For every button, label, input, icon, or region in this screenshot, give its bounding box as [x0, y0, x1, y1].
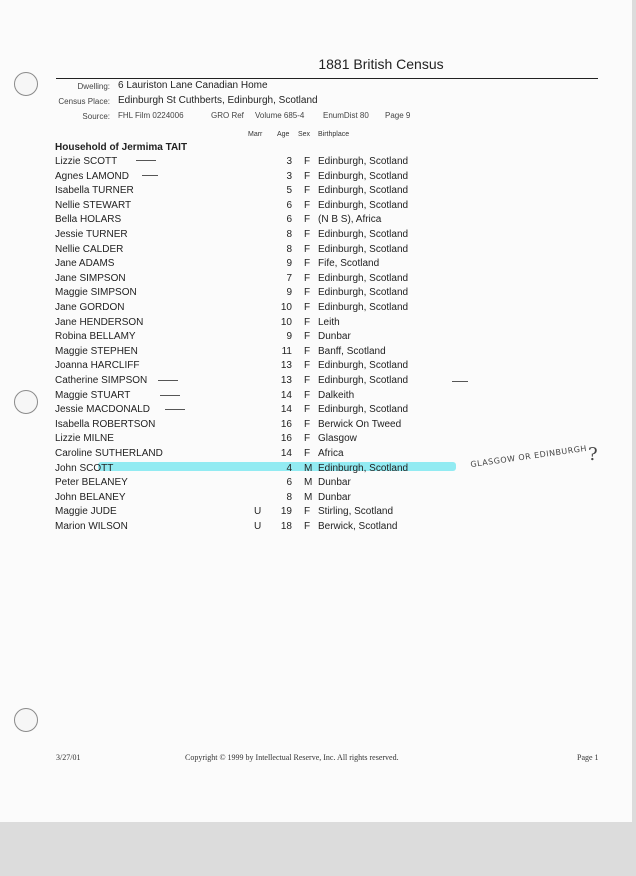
age: 14 — [280, 448, 292, 459]
birthplace: Edinburgh, Scotland — [318, 185, 409, 197]
age: 9 — [286, 287, 292, 299]
birthplace: Leith — [318, 316, 340, 328]
age: 14 — [280, 389, 292, 401]
birthplace: Banff, Scotland — [318, 345, 386, 357]
sex: F — [304, 302, 311, 313]
birthplace: Edinburgh, Scotland — [318, 287, 409, 299]
handwritten-question-mark: ? — [588, 444, 598, 465]
person-name: Jane SIMPSON — [55, 272, 126, 284]
marital-status: U — [254, 521, 262, 532]
sex: F — [304, 331, 311, 343]
pen-mark — [452, 381, 468, 382]
sex: F — [304, 506, 311, 518]
footer-date: 3/27/01 — [56, 753, 81, 762]
age: 6 — [286, 214, 292, 226]
birthplace: Edinburgh, Scotland — [318, 170, 409, 182]
table-row — [0, 287, 632, 300]
table-row — [0, 331, 632, 344]
column-header-age: Age — [277, 131, 290, 138]
sex: F — [304, 156, 311, 167]
birthplace: Glasgow — [318, 433, 357, 445]
footer-copyright: Copyright © 1999 by Intellectual Reserve, Inc. All rights reserved. — [185, 753, 399, 762]
person-name: Joanna HARCLIFF — [55, 360, 140, 372]
birthplace: Berwick, Scotland — [318, 521, 398, 532]
pen-mark — [136, 160, 156, 161]
title-rule — [56, 78, 598, 79]
pen-mark — [158, 380, 178, 381]
footer-page: Page 1 — [577, 753, 599, 762]
table-row — [0, 419, 632, 432]
person-name: Caroline SUTHERLAND — [55, 448, 163, 459]
age: 8 — [286, 491, 292, 503]
person-name: Lizzie SCOTT — [55, 156, 118, 167]
age: 7 — [286, 272, 292, 284]
birthplace: Berwick On Tweed — [318, 418, 402, 430]
birthplace: Edinburgh, Scotland — [318, 229, 409, 240]
pen-mark — [142, 175, 158, 176]
birthplace: Africa — [318, 448, 344, 459]
table-row — [0, 258, 632, 271]
census-place-value: Edinburgh St Cuthberts, Edinburgh, Scotland — [118, 95, 318, 106]
sex: F — [304, 170, 311, 182]
birthplace: Edinburgh, Scotland — [318, 156, 409, 167]
sex: F — [304, 360, 311, 372]
person-name: Robina BELLAMY — [55, 331, 136, 343]
table-row — [0, 521, 632, 534]
person-name: Lizzie MILNE — [55, 433, 114, 445]
age: 19 — [280, 506, 292, 518]
age: 10 — [280, 316, 292, 328]
table-row — [0, 506, 632, 519]
person-name: Maggie JUDE — [55, 506, 117, 518]
table-row — [0, 346, 632, 359]
table-row — [0, 214, 632, 227]
person-name: Agnes LAMOND — [55, 170, 129, 182]
table-row — [0, 273, 632, 286]
marital-status: U — [254, 506, 262, 518]
table-row — [0, 477, 632, 490]
age: 16 — [280, 433, 292, 445]
table-row — [0, 463, 632, 476]
binder-hole — [14, 72, 38, 96]
table-row — [0, 200, 632, 213]
birthplace: Edinburgh, Scotland — [318, 375, 409, 386]
column-header-sex: Sex — [298, 131, 311, 138]
volume: Volume 685-4 — [255, 111, 305, 120]
age: 16 — [280, 418, 292, 430]
birthplace: Edinburgh, Scotland — [318, 360, 409, 372]
age: 11 — [281, 345, 292, 357]
sex: F — [304, 389, 311, 401]
dwelling-value: 6 Lauriston Lane Canadian Home — [118, 80, 268, 91]
person-name: Jane GORDON — [55, 302, 125, 313]
age: 9 — [286, 258, 292, 270]
sex: F — [304, 433, 311, 445]
person-name: Jane ADAMS — [55, 258, 115, 270]
page-title: 1881 British Census — [318, 56, 444, 72]
age: 3 — [286, 170, 292, 182]
person-name: Jessie MACDONALD — [55, 404, 151, 416]
sex: F — [304, 404, 311, 416]
birthplace: (N B S), Africa — [318, 214, 382, 226]
enum-dist: EnumDist 80 — [323, 111, 369, 120]
person-name: Marion WILSON — [55, 521, 128, 532]
sex: F — [304, 287, 311, 299]
person-name: John BELANEY — [55, 491, 126, 503]
birthplace: Edinburgh, Scotland — [318, 404, 409, 416]
sex: F — [304, 214, 311, 226]
age: 6 — [286, 477, 292, 489]
table-row — [0, 404, 632, 417]
person-name: Maggie SIMPSON — [55, 287, 137, 299]
table-row — [0, 302, 632, 315]
person-name: Jessie TURNER — [55, 229, 128, 240]
birthplace: Edinburgh, Scotland — [318, 272, 409, 284]
pen-mark — [160, 395, 180, 396]
table-row — [0, 360, 632, 373]
birthplace: Dunbar — [318, 491, 351, 503]
table-row — [0, 375, 632, 388]
sex: F — [304, 229, 311, 240]
sex: F — [304, 185, 311, 197]
sex: F — [304, 272, 311, 284]
person-name: Peter BELANEY — [55, 477, 128, 489]
dwelling-label: Dwelling: — [77, 82, 110, 91]
birthplace: Edinburgh, Scotland — [318, 302, 409, 313]
birthplace: Dunbar — [318, 477, 351, 489]
person-name: John SCOTT — [55, 462, 114, 474]
person-name: Maggie STUART — [55, 389, 131, 401]
birthplace: Edinburgh, Scotland — [318, 462, 409, 474]
age: 18 — [280, 521, 292, 532]
table-row — [0, 492, 632, 505]
person-name: Jane HENDERSON — [55, 316, 144, 328]
birthplace: Fife, Scotland — [318, 258, 380, 270]
age: 9 — [286, 331, 292, 343]
column-header-marr: Marr — [248, 131, 263, 138]
person-name: Catherine SIMPSON — [55, 375, 148, 386]
age: 4 — [286, 462, 292, 474]
source-film: FHL Film 0224006 — [118, 111, 184, 120]
table-row — [0, 156, 632, 169]
sex: F — [304, 243, 311, 255]
household-heading: Household of Jermima TAIT — [55, 142, 188, 153]
person-name: Nellie CALDER — [55, 243, 124, 255]
sex: M — [304, 477, 313, 489]
column-header-birthplace: Birthplace — [318, 131, 350, 138]
pen-mark — [165, 409, 185, 410]
person-name: Isabella ROBERTSON — [55, 418, 156, 430]
page-number: Page 9 — [385, 111, 411, 120]
age: 14 — [280, 404, 292, 416]
sex: F — [304, 345, 311, 357]
sex: F — [304, 448, 311, 459]
person-name: Isabella TURNER — [55, 185, 134, 197]
table-row — [0, 433, 632, 446]
birthplace: Dalkeith — [318, 389, 355, 401]
sex: M — [304, 462, 313, 474]
age: 13 — [280, 360, 292, 372]
age: 3 — [286, 156, 292, 167]
age: 8 — [286, 243, 292, 255]
sex: F — [304, 521, 311, 532]
sex: F — [304, 316, 311, 328]
person-name: Bella HOLARS — [55, 214, 122, 226]
sex: F — [304, 375, 311, 386]
census-place-label: Census Place: — [58, 97, 110, 106]
age: 13 — [280, 375, 292, 386]
age: 8 — [286, 229, 292, 240]
age: 10 — [280, 302, 292, 313]
table-row — [0, 229, 632, 242]
sex: M — [304, 491, 313, 503]
birthplace: Dunbar — [318, 331, 351, 343]
table-row — [0, 317, 632, 330]
sex: F — [304, 258, 311, 270]
table-row — [0, 244, 632, 257]
sex: F — [304, 199, 311, 211]
age: 6 — [286, 199, 292, 211]
source-label: Source: — [82, 112, 110, 121]
sex: F — [304, 418, 311, 430]
table-row — [0, 390, 632, 403]
person-name: Maggie STEPHEN — [55, 345, 138, 357]
gro-ref: GRO Ref — [211, 111, 244, 120]
birthplace: Stirling, Scotland — [318, 506, 394, 518]
person-name: Nellie STEWART — [55, 199, 132, 211]
table-row — [0, 185, 632, 198]
table-row — [0, 171, 632, 184]
birthplace: Edinburgh, Scotland — [318, 243, 409, 255]
age: 5 — [286, 185, 292, 197]
birthplace: Edinburgh, Scotland — [318, 199, 409, 211]
binder-hole — [14, 708, 38, 732]
handwritten-note: GLASGOW OR EDINBURGH — [469, 443, 588, 470]
